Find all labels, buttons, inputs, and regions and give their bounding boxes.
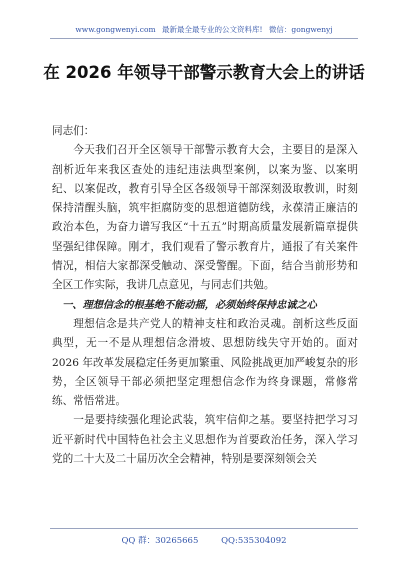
header-site[interactable]: www.gongwenyi.com — [75, 25, 156, 34]
header-divider — [50, 38, 358, 39]
page-header — [0, 24, 408, 35]
paragraph-3: 一是要持续强化理论武装，筑牢信仰之基。要坚持把学习习近平新时代中国特色社会主义思想作为首要政治任务，深入学习党的二十大及二十届历次全会精神，特别是要深刻领会关 — [52, 414, 358, 466]
paragraph-intro: 今天我们召开全区领导干部警示教育大会，主要目的是深入剖析近年来我区查处的违纪违法典型案例，以案为鉴、以案明纪、以案促改，教育引导全区各级领导干部深刻汲取教训，时刻保持清醒头脑，筑牢拒腐防变的思想道德防线，永葆清正廉洁的政治本色，为奋力谱写我区“十五五”时期高质量发展新篇章提供坚强纪律保障。刚才，我们观看了警示教育片，通报了有关案件情况，相信大家都深受触动、深受警醒。下面，结合当前形势和全区工作实际，我讲几点意见，与同志们共勉。 — [52, 144, 358, 292]
header-wechat: 微信：gongwenyj — [268, 25, 333, 34]
page-footer — [0, 534, 408, 546]
document-body — [52, 122, 358, 469]
paragraph-2: 理想信念是共产党人的精神支柱和政治灵魂。剖析这些反面典型，无一不是从理想信念滑坡、思想防线失守开始的。面对 2026 年改革发展稳定任务更加繁重、风险挑战更加严峻复杂的形势，全区领导干部必须把坚定理想信念作为终身课题，常修常练、常悟常进。 — [52, 317, 358, 408]
footer-divider — [50, 528, 358, 529]
footer-qq-group: QQ 群：30265665 — [121, 536, 199, 546]
document-title: 在 2026 年领导干部警示教育大会上的讲话 — [43, 63, 365, 82]
header-slogan: 最新最全最专业的公文资料库! — [162, 25, 263, 34]
section-heading-1: 一、理想信念的根基绝不能动摇，必须始终保持忠诚之心 — [62, 299, 317, 311]
footer-qq: QQ:535304092 — [221, 536, 287, 546]
greeting: 同志们： — [52, 125, 95, 137]
